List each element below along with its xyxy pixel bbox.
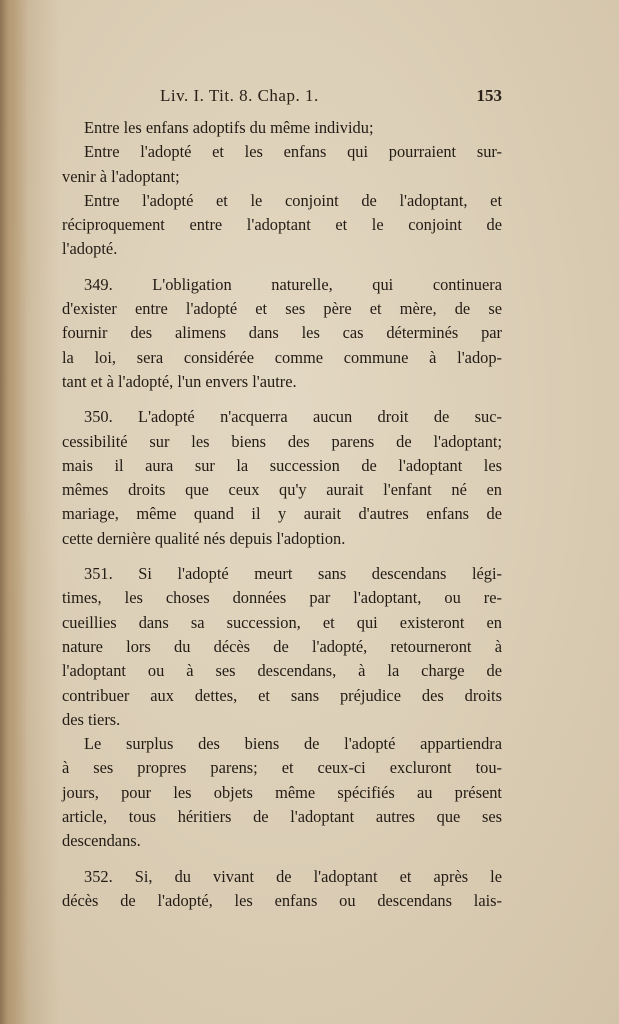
text-line: l'adopté.: [62, 239, 118, 259]
text-line: la loi, sera considérée comme commune à l'adop-: [62, 347, 502, 367]
running-head: Liv. I. Tit. 8. Chap. 1.: [160, 86, 319, 105]
text-line: jours, pour les objets même spécifiés au présent: [62, 782, 502, 802]
text-line: tant et à l'adopté, l'un envers l'autre.: [62, 371, 297, 391]
text-line: mais il aura sur la succession de l'adoptant les: [62, 455, 502, 475]
text-line: décès de l'adopté, les enfans ou descendans lais-: [62, 890, 502, 910]
text-line: Entre l'adopté et le conjoint de l'adoptant, et: [84, 190, 502, 210]
text-line: des tiers.: [62, 709, 121, 729]
paragraph-gap: [62, 262, 502, 273]
text-line: 350. L'adopté n'acquerra aucun droit de suc-: [84, 407, 502, 427]
paragraph-gap: [62, 551, 502, 562]
binding-shadow: [0, 0, 28, 1024]
text-line: 349. L'obligation naturelle, qui continuera: [84, 274, 502, 294]
text-line: cueillies dans sa succession, et qui existeront en: [62, 612, 502, 632]
text-line: article, tous héritiers de l'adoptant autres que ses: [62, 807, 502, 827]
text-line: fournir des alimens dans les cas déterminés par: [62, 323, 502, 343]
text-line: Le surplus des biens de l'adopté appartiendra: [84, 734, 502, 754]
text-line: l'adoptant ou à ses descendans, à la charge de: [62, 661, 502, 681]
text-line: nature lors du décès de l'adopté, retourneront à: [62, 636, 502, 656]
text-line: 352. Si, du vivant de l'adoptant et après le: [84, 866, 502, 886]
text-line: Entre les enfans adoptifs du même individu;: [84, 118, 374, 137]
text-line: à ses propres parens; et ceux-ci excluront tou-: [62, 758, 502, 778]
text-line: venir à l'adoptant;: [62, 166, 180, 186]
paragraph-gap: [62, 854, 502, 865]
text-line: Entre l'adopté et les enfans qui pourraient sur-: [84, 142, 502, 162]
text-line: mariage, même quand il y aurait d'autres enfans de: [62, 504, 502, 524]
text-line: réciproquement entre l'adoptant et le conjoint de: [62, 215, 502, 235]
text-line: cette dernière qualité nés depuis l'adoption.: [62, 528, 346, 548]
text-line: d'exister entre l'adopté et ses père et mère, de se: [62, 299, 502, 319]
text-line: cessibilité sur les biens des parens de l'adoptant;: [62, 431, 502, 451]
body-text: [62, 116, 502, 913]
page-header: [160, 86, 502, 108]
text-line: 351. Si l'adopté meurt sans descendans légi-: [84, 564, 502, 584]
paragraph-gap: [62, 394, 502, 405]
page-number: 153: [476, 86, 502, 105]
text-line: contribuer aux dettes, et sans préjudice des droits: [62, 685, 502, 705]
text-line: descendans.: [62, 831, 141, 851]
text-line: mêmes droits que ceux qu'y aurait l'enfant né en: [62, 480, 502, 500]
text-line: times, les choses données par l'adoptant, ou re-: [62, 588, 502, 608]
